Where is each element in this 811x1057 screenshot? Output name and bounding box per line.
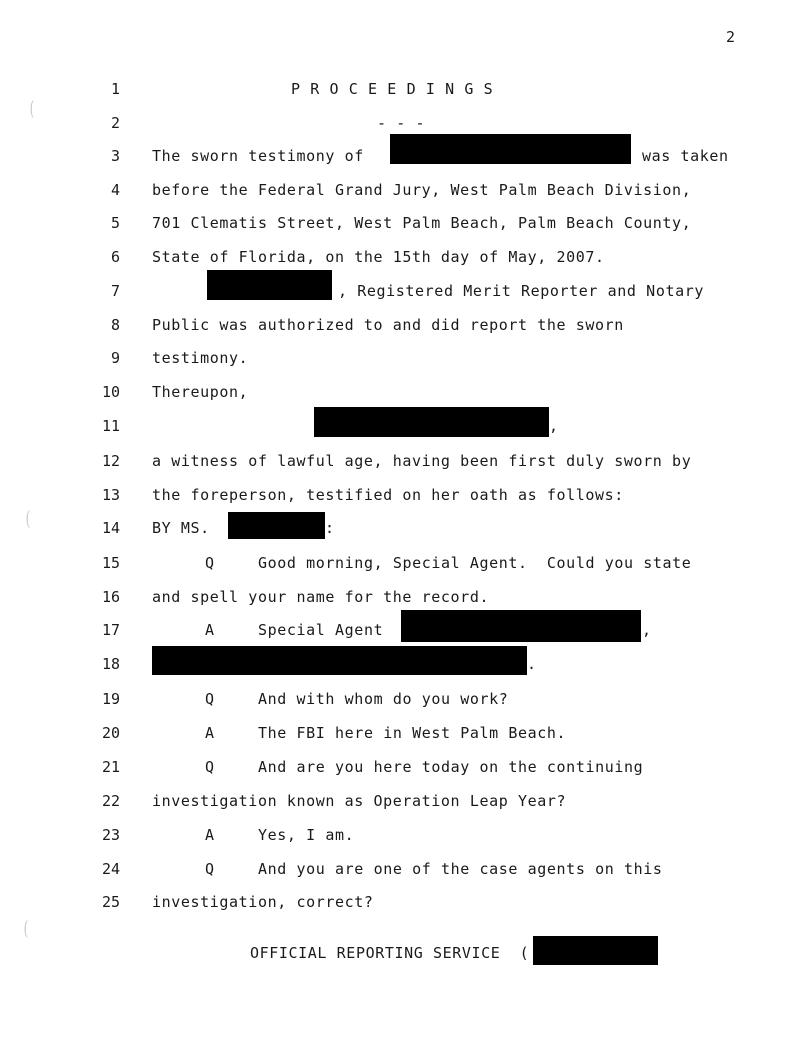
line-text: BY MS. (152, 519, 210, 537)
line-text: : (325, 519, 335, 537)
redaction-block (401, 610, 641, 642)
line-number: 9 (110, 349, 120, 367)
line-text: And you are one of the case agents on this (258, 860, 663, 878)
transcript-line (0, 790, 811, 814)
line-text: State of Florida, on the 15th day of May, 2007. (152, 248, 605, 266)
speaker-label: Q (205, 554, 215, 572)
speaker-label: Q (205, 758, 215, 776)
line-number: 2 (110, 114, 120, 132)
line-text: Special Agent (258, 621, 384, 639)
line-text: Good morning, Special Agent. Could you state (258, 554, 692, 572)
line-text: investigation, correct? (152, 893, 374, 911)
line-text: Thereupon, (152, 383, 249, 401)
transcript-line (0, 552, 811, 576)
line-text: before the Federal Grand Jury, West Palm Beach Division, (152, 181, 692, 199)
transcript-line (0, 112, 811, 136)
transcript-line (0, 280, 811, 304)
transcript-line (0, 756, 811, 780)
line-number: 18 (101, 655, 120, 673)
transcript-line (0, 824, 811, 848)
line-text: . (527, 655, 537, 673)
line-number: 25 (101, 893, 120, 911)
speaker-label: A (205, 826, 215, 844)
line-text: Public was authorized to and did report the sworn (152, 316, 624, 334)
line-text: , (549, 417, 559, 435)
margin-mark: ( (25, 506, 31, 530)
line-text: 701 Clematis Street, West Palm Beach, Palm Beach County, (152, 214, 692, 232)
footer-text: OFFICIAL REPORTING SERVICE ( (250, 944, 530, 962)
line-number: 4 (110, 181, 120, 199)
line-text: The sworn testimony of (152, 147, 364, 165)
transcript-line (0, 517, 811, 541)
line-number: 21 (101, 758, 120, 776)
redaction-block (533, 936, 658, 965)
line-text: The FBI here in West Palm Beach. (258, 724, 567, 742)
transcript-line (0, 586, 811, 610)
redaction-block (228, 512, 325, 539)
line-text: testimony. (152, 349, 249, 367)
line-text: a witness of lawful age, having been first duly sworn by (152, 452, 692, 470)
line-number: 13 (101, 486, 120, 504)
line-number: 5 (110, 214, 120, 232)
speaker-label: A (205, 724, 215, 742)
transcript-line (0, 450, 811, 474)
line-number: 6 (110, 248, 120, 266)
line-number: 22 (101, 792, 120, 810)
transcript-line (0, 891, 811, 915)
separator: - - - (377, 114, 426, 132)
transcript-line (0, 858, 811, 882)
line-text: the foreperson, testified on her oath as follows: (152, 486, 624, 504)
transcript-line (0, 246, 811, 270)
transcript-line (0, 78, 811, 102)
speaker-label: Q (205, 690, 215, 708)
line-number: 19 (101, 690, 120, 708)
line-number: 15 (101, 554, 120, 572)
line-text: and spell your name for the record. (152, 588, 490, 606)
line-number: 7 (110, 282, 120, 300)
line-number: 11 (101, 417, 120, 435)
line-number: 17 (101, 621, 120, 639)
line-number: 20 (101, 724, 120, 742)
line-text: And with whom do you work? (258, 690, 509, 708)
transcript-line (0, 179, 811, 203)
transcript-line (0, 347, 811, 371)
redaction-block (390, 134, 631, 164)
line-number: 8 (110, 316, 120, 334)
transcript-line (0, 381, 811, 405)
line-text: , Registered Merit Reporter and Notary (338, 282, 704, 300)
speaker-label: A (205, 621, 215, 639)
line-number: 1 (110, 80, 120, 98)
margin-mark: ( (23, 916, 29, 940)
margin-mark: ( (29, 96, 35, 120)
line-text: Yes, I am. (258, 826, 355, 844)
line-number: 12 (101, 452, 120, 470)
line-text: , (642, 621, 652, 639)
page-number: 2 (726, 28, 736, 46)
transcript-line (0, 688, 811, 712)
line-number: 16 (101, 588, 120, 606)
line-number: 24 (101, 860, 120, 878)
line-number: 23 (101, 826, 120, 844)
line-text: was taken (642, 147, 729, 165)
redaction-block (207, 270, 332, 300)
redaction-block (152, 646, 527, 675)
redaction-block (314, 407, 549, 437)
line-number: 10 (101, 383, 120, 401)
transcript-line (0, 314, 811, 338)
transcript-line (0, 484, 811, 508)
transcript-line (0, 212, 811, 236)
line-number: 3 (110, 147, 120, 165)
line-text: investigation known as Operation Leap Year? (152, 792, 567, 810)
line-number: 14 (101, 519, 120, 537)
speaker-label: Q (205, 860, 215, 878)
proceedings-title: P R O C E E D I N G S (291, 80, 494, 98)
line-text: And are you here today on the continuing (258, 758, 644, 776)
transcript-line (0, 722, 811, 746)
